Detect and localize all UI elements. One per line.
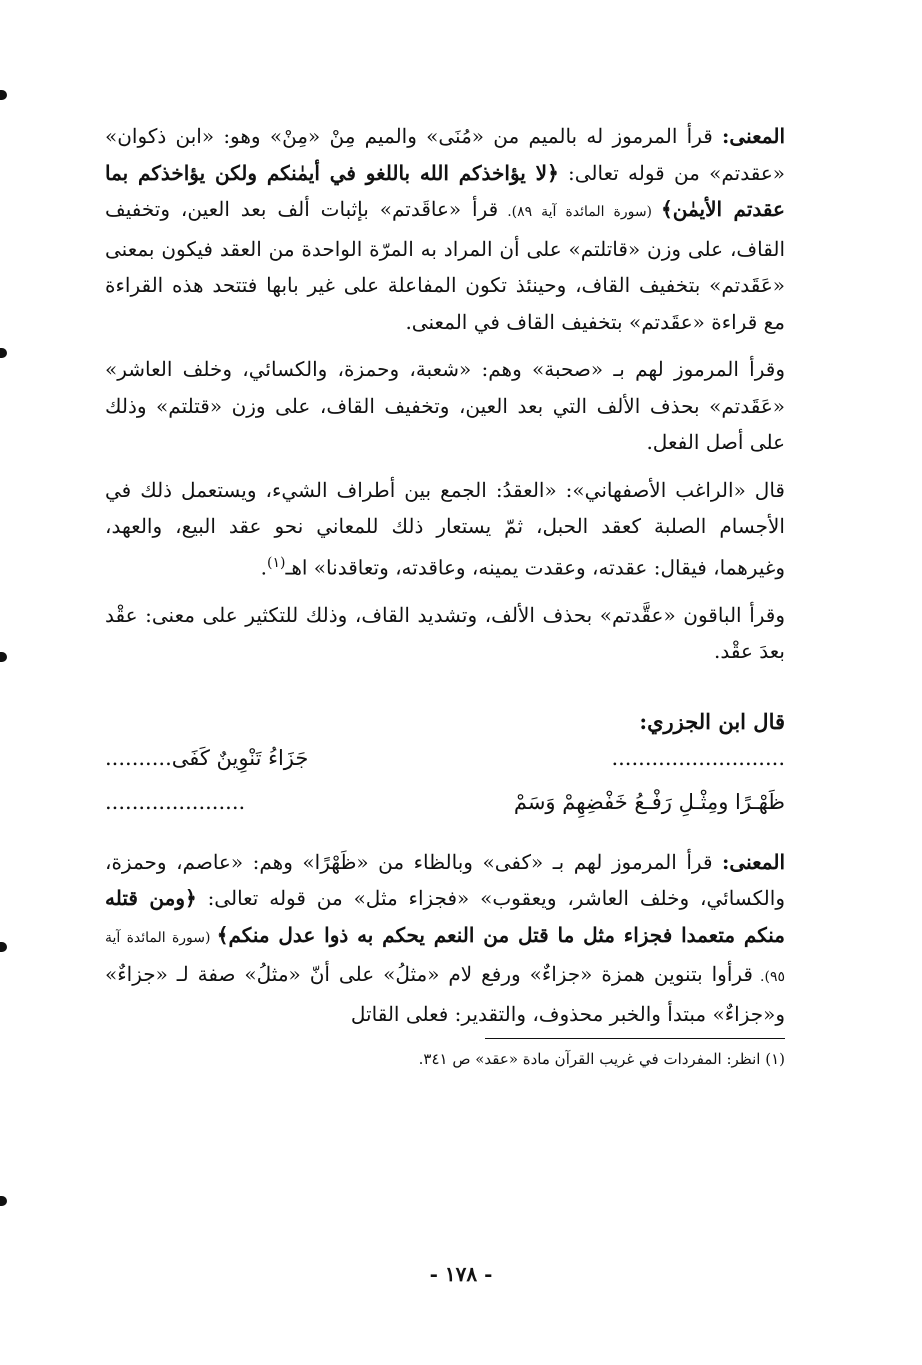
scan-edge-mark xyxy=(0,90,7,100)
poem-line-2-left: ..................... xyxy=(105,789,246,814)
text-run: . xyxy=(260,555,268,580)
paragraph-meaning-1 xyxy=(105,118,785,340)
surah-reference: (سورة المائدة آية ٨٩). xyxy=(498,204,662,220)
quran-verse: ﴿ومن قتله منكم متعمدا فجزاء مثل ما قتل من النعم يحكم به ذوا عدل منكم﴾ xyxy=(105,886,785,947)
scan-edge-mark xyxy=(0,1196,7,1206)
quran-verse: ﴿لا يؤاخذكم الله باللغو في أيمٰنكم ولكن يؤاخذكم بما عقدتم الأيمٰن﴾ xyxy=(105,160,785,221)
paragraph-raghib xyxy=(105,472,785,586)
surah-reference: (سورة المائدة آية ٩٥). xyxy=(105,929,785,986)
meaning-label: المعنى: xyxy=(722,849,785,874)
text-run: قرأ المرموز له بالميم من «مُنَى» والميم مِنْ «مِنْ» وهو: «ابن ذكوان» «عقدتم» من قوله تعالى: xyxy=(105,124,785,185)
poem-line-2-right: ظَهْـرًا ومِثْـلِ رَفْـعُ خَفْضِهِمْ وَسَمْ xyxy=(513,789,785,814)
poem-line-2 xyxy=(105,790,785,834)
poem-line-1 xyxy=(105,746,785,790)
poem-line-1-left: جَزَاءُ تَنْوِينٌ كَفَى.......... xyxy=(105,745,309,770)
scan-edge-mark xyxy=(0,348,7,358)
text-run: قرأ «عاقَدتم» بإثبات ألف بعد العين، وتخفيف القاف، على وزن «قاتلتم» على أن المراد به المرّة الواحدة من العقد فيكون بمعنى «عَقَدتم» بتخفيف القاف، وحينئذ تكون المفاعلة على غير بابها فتتحد هذه القراءة مع قراءة «عقَدتم» بتخفيف القاف في المعنى. xyxy=(105,197,785,334)
text-run: قرأوا بتنوين همزة «جزاءٌ» ورفع لام «مثلُ» على أنّ «مثلُ» صفة لـ «جزاءٌ» و«جزاءٌ» مبتدأ والخبر محذوف، والتقدير: فعلى القاتل xyxy=(105,962,785,1026)
text-run: قال «الراغب الأصفهاني»: «العقدُ: الجمع بين أطراف الشيء، ويستعمل ذلك في الأجسام الصلبة كعقد الحبل، ثمّ يستعار ذلك للمعاني نحو عقد البيع، والعهد، وغيرهما، فيقال: عقدته، وعقدت يمينه، وعاقدته، وتعاقدنا» اهـ xyxy=(105,477,785,580)
text-run: قرأ المرموز لهم بـ «كفى» وبالظاء من «ظَهْرًا» وهم: «عاصم، وحمزة، والكسائي، وخلف العاشر، ويعقوب» «فجزاء مثل» من قوله تعالى: xyxy=(105,849,785,911)
paragraph-sohba: وقرأ المرموز لهم بـ «صحبة» وهم: «شعبة، وحمزة، والكسائي، وخلف العاشر» «عَقَدتم» بحذف الألف التي بعد العين، وتخفيف القاف، على وزن «قتلتم» وذلك على أصل الفعل. xyxy=(105,357,785,454)
footnote: (١) انظر: المفردات في غريب القرآن مادة «عقد» ص ٣٤١. xyxy=(418,1050,785,1069)
footnote-separator xyxy=(485,1038,785,1039)
footnote-ref: (١) xyxy=(267,554,286,571)
text-column xyxy=(105,118,785,1071)
scan-edge-mark xyxy=(0,652,7,662)
page-number: - ١٧٨ - xyxy=(429,1262,493,1286)
poem-line-1-right: .......................... xyxy=(611,745,785,770)
scan-edge-mark xyxy=(0,942,7,952)
paragraph-meaning-2 xyxy=(105,844,785,1033)
paragraph-baqun: وقرأ الباقون «عقَّدتم» بحذف الألف، وتشديد القاف، وذلك للتكثير على معنى: عقْد بعدَ عقْد. xyxy=(105,602,785,664)
poem-heading: قال ابن الجزري: xyxy=(639,708,785,734)
meaning-label: المعنى: xyxy=(722,124,785,148)
